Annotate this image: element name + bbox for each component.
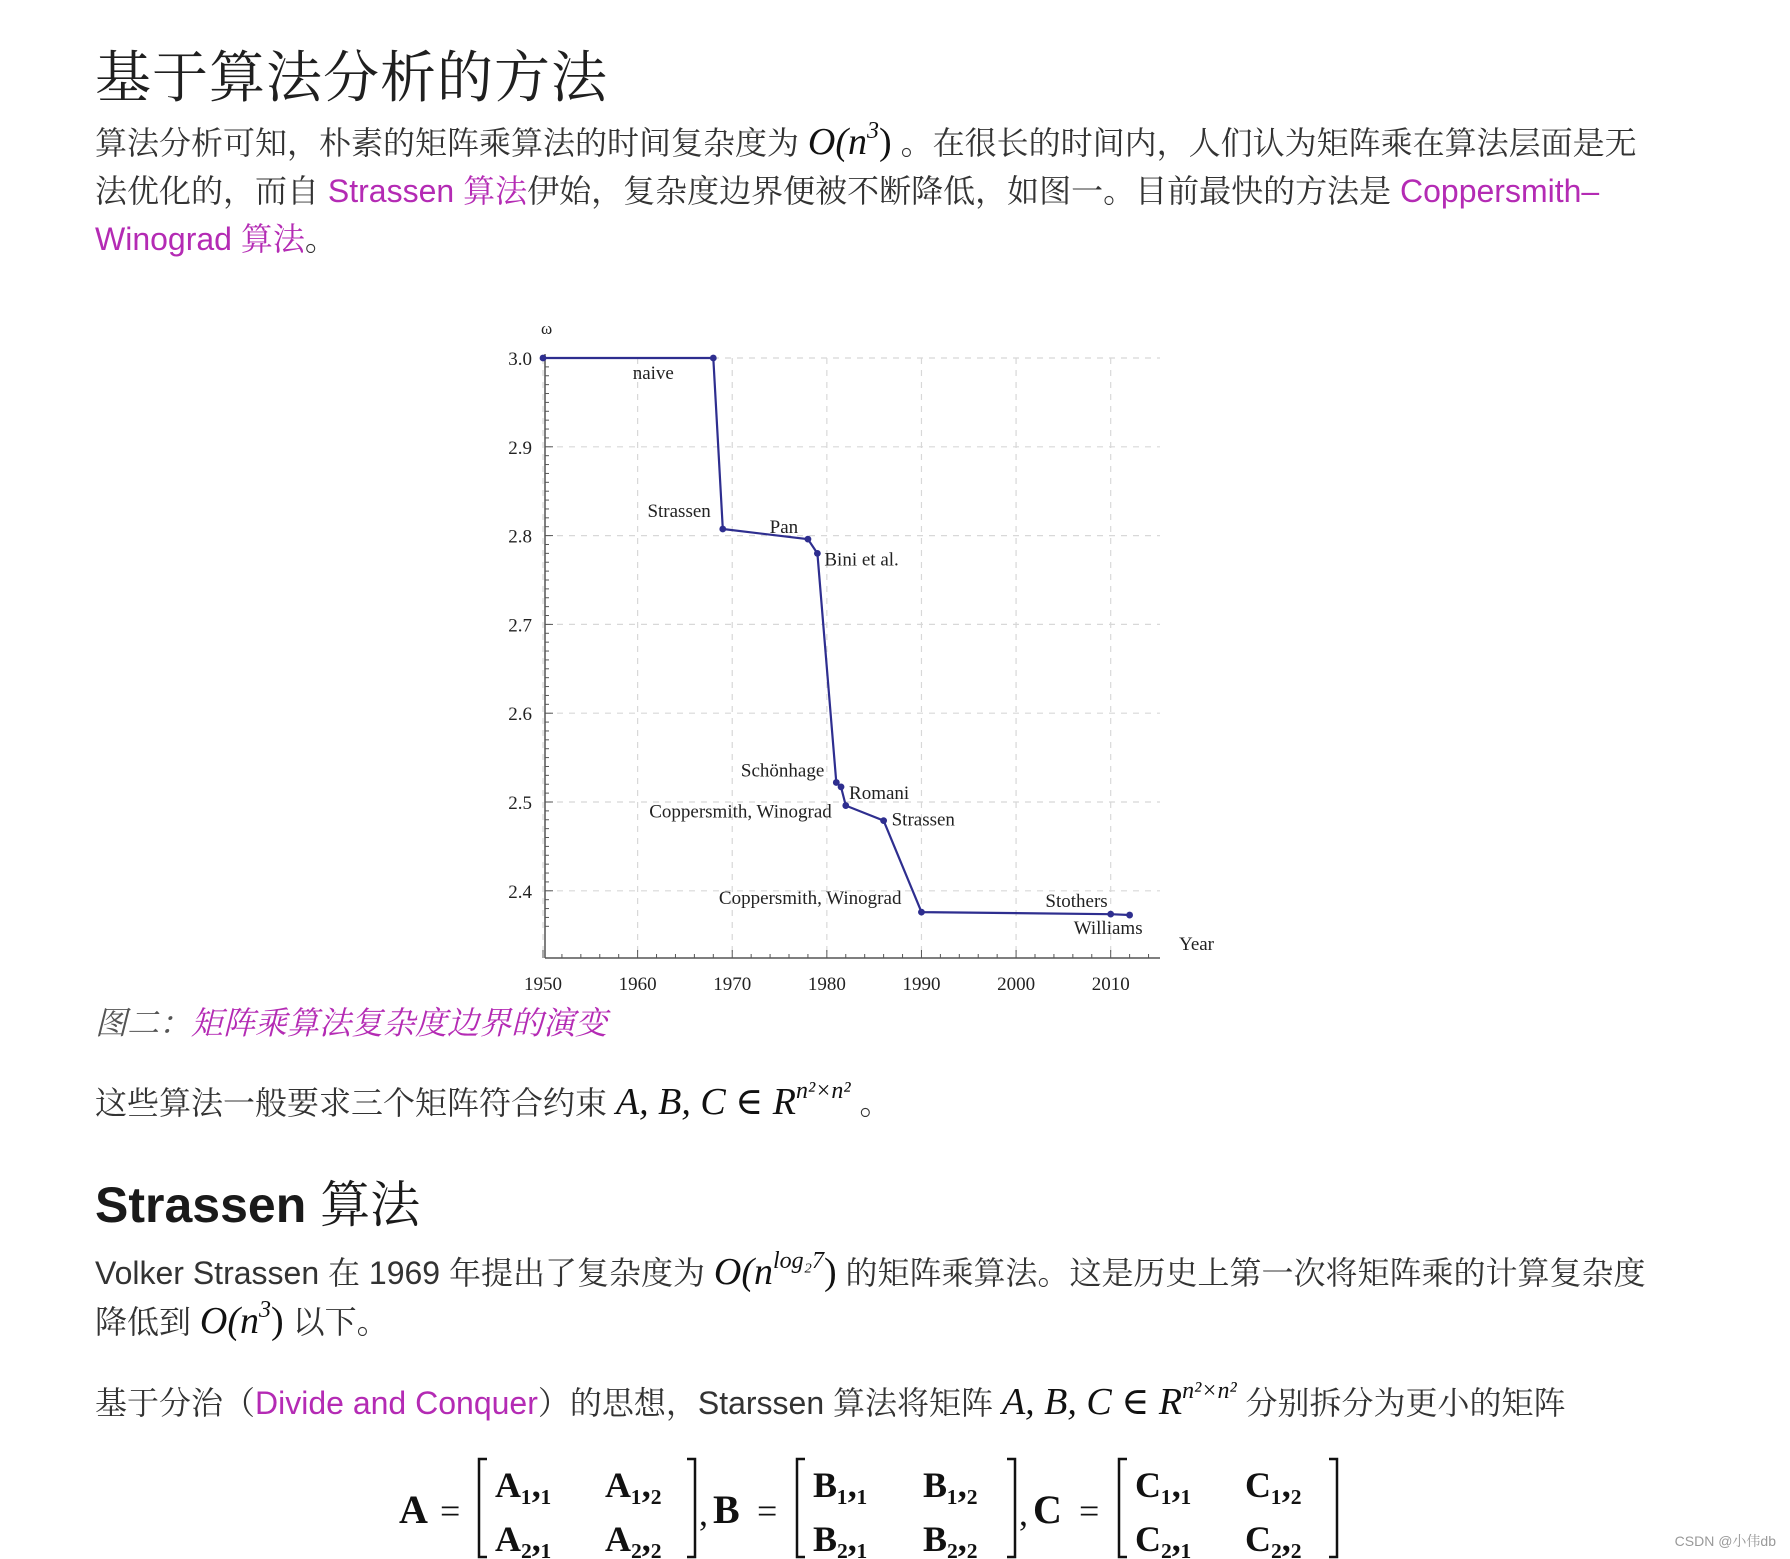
bracket-left-B: [797, 1459, 805, 1557]
bracket-right-A: [687, 1459, 695, 1557]
divide-paragraph: 基于分治（Divide and Conquer）的思想，Starssen 算法将矩阵 A, B, C ∈ $R^{n^2\times n^2}$ 分别拆分为更小的矩阵: [95, 1378, 1566, 1423]
watermark: CSDN @小伟db: [1674, 1533, 1776, 1549]
y-tick-label: 2.5: [508, 793, 532, 814]
constraint-paragraph: 这些算法一般要求三个矩阵符合约束 A, B, C ∈ $R^{n^2\times n^2}$ 。: [95, 1078, 892, 1123]
constraint-math: A, B, C ∈ $R^{n^2\times n^2}$: [615, 1078, 851, 1123]
data-label: Pan: [769, 517, 799, 539]
coppersmith-winograd-link[interactable]: Coppersmith–Winograd 算法: [95, 173, 1600, 257]
matrix-B11: B₁,₁: [813, 1465, 868, 1505]
matrix-C-symbol: C: [1033, 1487, 1062, 1532]
y-tick-label: 2.7: [508, 615, 532, 637]
page-heading: 基于算法分析的方法: [95, 46, 608, 109]
divide-and-conquer-link[interactable]: Divide and Conquer: [255, 1385, 538, 1421]
y-tick-label: 2.9: [508, 437, 532, 459]
y-tick-label: 3.0: [508, 349, 532, 370]
data-point: [814, 550, 821, 557]
matrix-C11: C₁,₁: [1135, 1465, 1192, 1505]
data-point: [838, 784, 845, 791]
data-label: Strassen: [647, 501, 711, 523]
equals-sign: =: [440, 1491, 461, 1531]
y-axis-label: ω: [541, 319, 553, 338]
bracket-left-A: [479, 1459, 487, 1557]
comma-1: ,: [699, 1493, 708, 1533]
data-point: [719, 526, 726, 533]
data-label: Schönhage: [740, 760, 825, 782]
data-label: naive: [632, 363, 674, 384]
data-point: [710, 355, 717, 362]
data-label: Coppersmith, Winograd: [649, 801, 832, 823]
data-label: Bini et al.: [824, 549, 899, 571]
x-axis-label: Year: [1179, 934, 1215, 955]
matrix-B-symbol: B: [713, 1487, 740, 1532]
data-label: Coppersmith, Winograd: [718, 888, 902, 910]
data-point: [805, 536, 812, 543]
cubic-complexity-math: $O(n^3)$: [199, 1297, 284, 1342]
matrix-C21: C₂,₁: [1135, 1519, 1192, 1559]
matrix-A-symbol: A: [399, 1487, 428, 1532]
bracket-left-C: [1119, 1459, 1127, 1557]
block-matrix-equation: [395, 1455, 1345, 1559]
matrix-A21: A₂,₁: [495, 1519, 552, 1559]
y-tick-label: 2.4: [508, 881, 532, 903]
complexity-math: $O(n^3)$: [807, 118, 892, 163]
matrix-B22: B₂,₂: [923, 1519, 978, 1559]
matrix-A11: A₁,₁: [495, 1465, 552, 1505]
divide-math: A, B, C ∈ $R^{n^2\times n^2}$: [1001, 1378, 1237, 1423]
matrix-B12: B₁,₂: [923, 1465, 978, 1505]
intro-paragraph: 算法分析可知，朴素的矩阵乘算法的时间复杂度为 $O(n^3)$ 。在很长的时间内，人们认为矩阵乘在算法层面是无法优化的，而自 Strassen 算法伊始，复杂度边界便被不断降低，如图一。目前最快的方法是 Coppersmith–Winograd 算法。: [95, 118, 1637, 257]
x-tick-label: 1970: [713, 974, 752, 995]
data-point: [918, 909, 925, 916]
strassen-complexity-math: $O(n^{log_27})$: [713, 1248, 837, 1293]
data-label: Stothers: [1045, 891, 1108, 913]
comma-2: ,: [1019, 1493, 1028, 1533]
bracket-right-C: [1329, 1459, 1337, 1557]
caption-link[interactable]: 矩阵乘算法复杂度边界的演变: [191, 1005, 608, 1041]
strassen-paragraph: Volker Strassen 在 1969 年提出了复杂度为 $O(n^{log_27})$ 的矩阵乘算法。这是历史上第一次将矩阵乘的计算复杂度降低到 $O(n^3)$ 以下。: [95, 1248, 1646, 1342]
omega-series-line: [543, 358, 1130, 915]
x-tick-label: 1960: [618, 974, 657, 995]
data-label: Strassen: [891, 809, 955, 831]
y-tick-label: 2.6: [508, 704, 532, 726]
matrix-C12: C₁,₂: [1245, 1465, 1302, 1505]
strassen-link[interactable]: Strassen 算法: [327, 173, 528, 209]
figure-caption: 图二：矩阵乘算法复杂度边界的演变: [95, 1005, 608, 1041]
matrix-A12: A₁,₂: [605, 1465, 662, 1505]
y-tick-label: 2.8: [508, 526, 532, 548]
x-tick-label: 1990: [902, 974, 941, 995]
data-point: [540, 355, 547, 362]
matrix-A22: A₂,₂: [605, 1519, 662, 1559]
bracket-right-B: [1007, 1459, 1015, 1557]
data-point: [1107, 911, 1114, 918]
equals-sign: =: [757, 1491, 778, 1531]
matrix-C22: C₂,₂: [1245, 1519, 1302, 1559]
x-tick-label: 2000: [997, 974, 1036, 995]
data-point: [880, 817, 887, 824]
equals-sign: =: [1079, 1491, 1100, 1531]
matrix-B21: B₂,₁: [813, 1519, 868, 1559]
x-tick-label: 1950: [524, 974, 562, 995]
x-tick-label: 1980: [807, 974, 846, 995]
strassen-heading: Strassen 算法: [95, 1177, 421, 1233]
data-label: Williams: [1073, 918, 1143, 940]
x-tick-label: 2010: [1091, 974, 1130, 995]
data-label: Romani: [849, 782, 910, 804]
